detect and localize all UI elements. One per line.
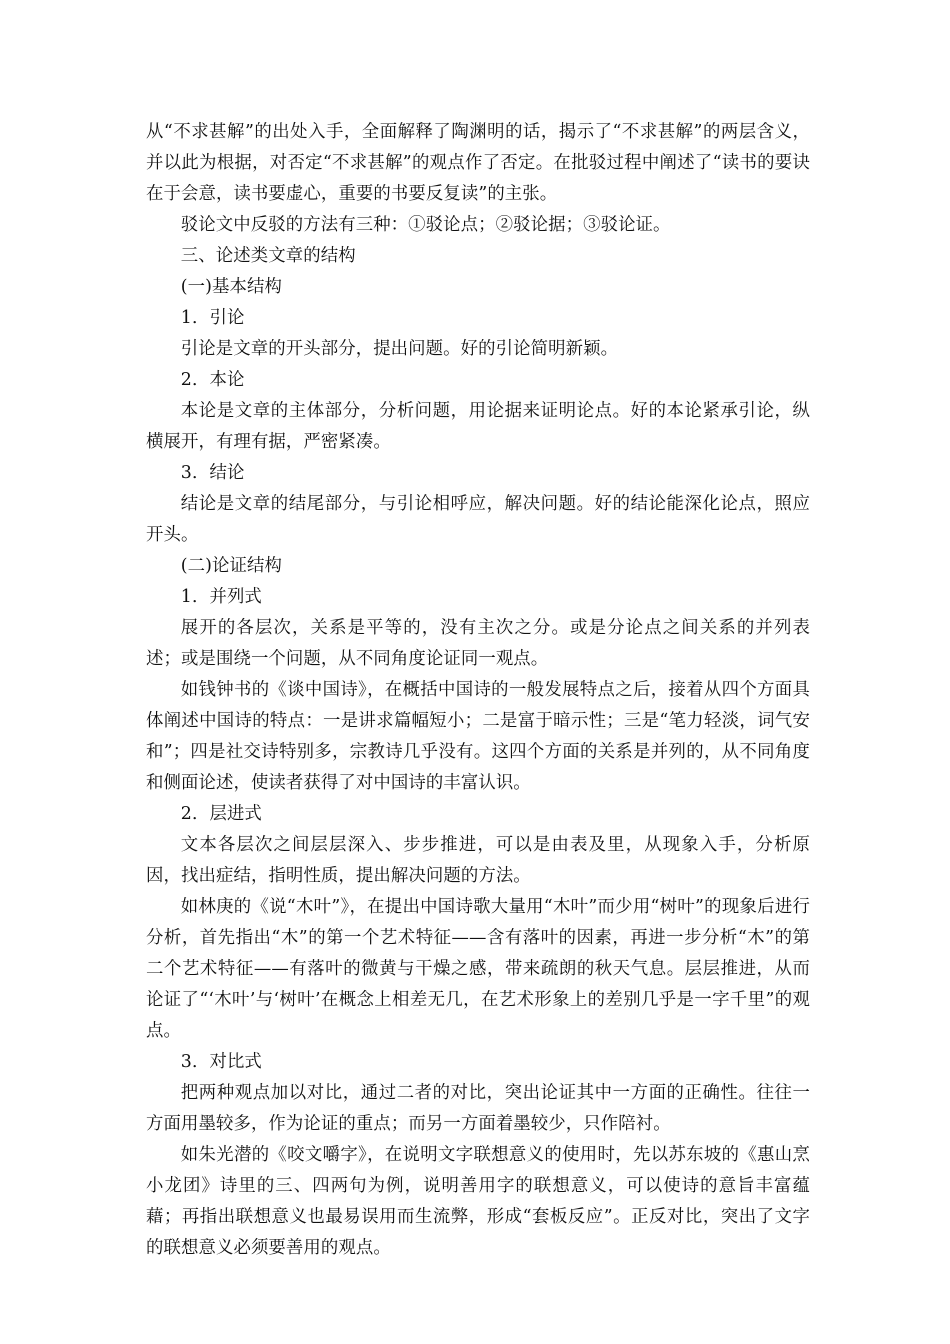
paragraph: 本论是文章的主体部分，分析问题，用论据来证明论点。好的本论紧承引论，纵横展开，有理有据，严密紧凑。	[146, 401, 810, 452]
section-heading: 三、论述类文章的结构	[180, 246, 356, 266]
paragraph: 如林庚的《说“木叶”》，在提出中国诗歌大量用“木叶”而少用“树叶”的现象后进行分析，首先指出“木”的第一个艺术特征——含有落叶的因素，再进一步分析“木”的第二个艺术特征——有落叶的微黄与干燥之感，带来疏朗的秋天气息。层层推进，从而论证了“‘木叶’与‘树叶’在概念上相差无几，在艺术形象上的差别几乎是一字千里”的观点。	[146, 897, 810, 1041]
paragraph: 展开的各层次，关系是平等的，没有主次之分。或是分论点之间关系的并列表述；或是围绕一个问题，从不同角度论证同一观点。	[146, 618, 810, 669]
paragraph: 如钱钟书的《谈中国诗》，在概括中国诗的一般发展特点之后，接着从四个方面具体阐述中国诗的特点：一是讲求篇幅短小；二是富于暗示性；三是“笔力轻淡，词气安和”；四是社交诗特别多，宗教诗几乎没有。这四个方面的关系是并列的，从不同角度和侧面论述，使读者获得了对中国诗的丰富认识。	[146, 680, 810, 793]
paragraph: 驳论文中反驳的方法有三种：①驳论点；②驳论据；③驳论证。	[180, 215, 671, 235]
paragraph: 如朱光潜的《咬文嚼字》，在说明文字联想意义的使用时，先以苏东坡的《惠山烹小龙团》诗里的三、四两句为例，说明善用字的联想意义，可以使诗的意旨丰富蕴藉；再指出联想意义也最易误用而生流弊，形成“套板反应”。正反对比，突出了文字的联想意义必须要善用的观点。	[146, 1145, 810, 1258]
paragraph: 把两种观点加以对比，通过二者的对比，突出论证其中一方面的正确性。往往一方面用墨较多，作为论证的重点；而另一方面着墨较少，只作陪衬。	[146, 1083, 810, 1134]
item-heading: 3．结论	[180, 463, 245, 483]
item-heading: 2．本论	[180, 370, 245, 390]
paragraph: 引论是文章的开头部分，提出问题。好的引论简明新颖。	[180, 339, 619, 359]
paragraph: 文本各层次之间层层深入、步步推进，可以是由表及里，从现象入手，分析原因，找出症结，指明性质，提出解决问题的方法。	[146, 835, 810, 886]
subsection-heading: (二)论证结构	[180, 556, 283, 576]
item-heading: 3．对比式	[180, 1052, 262, 1072]
item-heading: 2．层进式	[180, 804, 262, 824]
paragraph: 从“不求甚解”的出处入手，全面解释了陶渊明的话，揭示了“不求甚解”的两层含义，并以此为根据，对否定“不求甚解”的观点作了否定。在批驳过程中阐述了“读书的要诀在于会意，读书要虚心，重要的书要反复读”的主张。	[146, 122, 810, 204]
paragraph: 结论是文章的结尾部分，与引论相呼应，解决问题。好的结论能深化论点，照应开头。	[146, 494, 810, 545]
subsection-heading: (一)基本结构	[180, 277, 283, 297]
item-heading: 1．引论	[180, 308, 245, 328]
item-heading: 1．并列式	[180, 587, 262, 607]
document-body	[146, 117, 810, 1264]
